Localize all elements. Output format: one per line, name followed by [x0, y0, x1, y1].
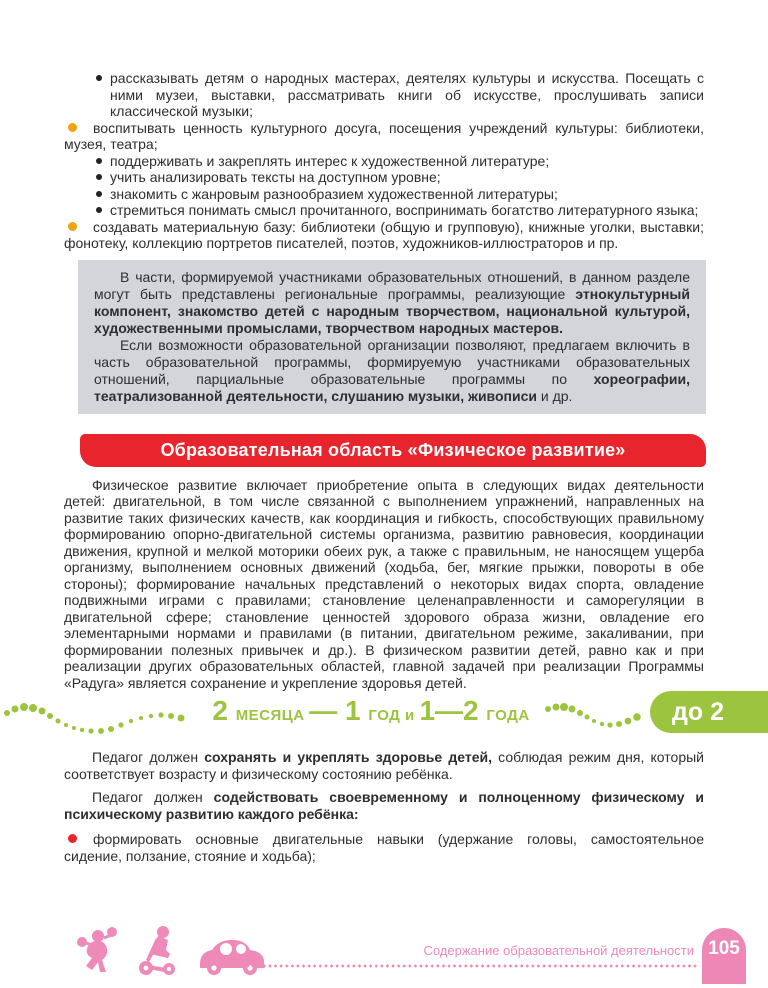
- age-range-header: [0, 695, 768, 743]
- footer-icons: [72, 924, 268, 976]
- dotted-wave-left-icon: [4, 703, 190, 737]
- list-item-text: учить анализировать тексты на доступном уровне;: [110, 169, 441, 185]
- age-tab-badge: до 2: [650, 691, 768, 733]
- list-item-text: поддерживать и закреплять интерес к художественной литературе;: [110, 152, 550, 169]
- bullet-icon: [68, 834, 77, 843]
- list-item: [64, 70, 704, 120]
- list-item: [64, 202, 704, 219]
- top-bullet-list: [0, 0, 768, 252]
- section-banner: [80, 434, 706, 467]
- car-icon: [196, 932, 268, 976]
- list-item-text: знакомить с жанровым разнообразием художественной литературы;: [110, 185, 558, 202]
- list-item-text: воспитывать ценность культурного досуга, посещения учреждений культуры: библиотеки, музея, театра;: [64, 119, 704, 152]
- bullet-icon: [96, 75, 102, 81]
- bullet-icon: [96, 207, 102, 213]
- list-item-text: рассказывать детям о народных мастерах, деятелях культуры и искусства. Посещать с ними музеи, выставки, рассматривать книги об искусстве, прослушивать записи классической музыки;: [110, 70, 704, 119]
- page-number-tab: [702, 928, 746, 984]
- list-item: [64, 153, 704, 170]
- dancer-icon: [72, 926, 120, 976]
- bullet-icon: [68, 123, 77, 132]
- bullet-icon: [96, 158, 102, 164]
- body-section: [0, 749, 768, 864]
- intro-paragraph: Физическое развитие включает приобретение опыта в следующих видах деятельности детей: двигательной, в том числе связанной с выполнением упражнений, направленных на развитие таких физических качеств, как координация и гибкость, способствующих правильному формированию опорно-двигательной системы организма, развитию равновесия, координации движения, крупной и мелкой моторики обеих рук, а также с правильным, не наносящем ущерба организму, выполнением основных движений (ходьба, бег, мягкие прыжки, повороты в обе стороны); формирование начальных представлений о некоторых видах спорта, овладение подвижными играми с правилами; становление целенаправленности и саморегуляции в двигательной сфере; становление ценностей здорового образа жизни, овладение его элементарными нормами и правилами (в питании, двигательном режиме, закаливании, при формировании полезных привычек и др.). В физическом развитии детей, равно как и при реализации других образовательных областей, главной задачей при реализации Программы «Радуга» является сохранение и укрепление здоровья детей.: [64, 476, 704, 691]
- bullet-icon: [96, 191, 102, 197]
- list-item-text: формировать основные двигательные навыки (удержание головы, самостоятельное сидение, ползание, стояние и ходьба);: [64, 831, 704, 864]
- regional-programs-note: [78, 260, 706, 414]
- page-number: 105: [708, 938, 740, 959]
- footer-dotted-line: [228, 964, 698, 968]
- list-item: [64, 169, 704, 186]
- graybox-wrap: [0, 260, 768, 414]
- age-range-title: 2 МЕСЯЦА — 1 ГОД и 1—2 ГОДА: [212, 695, 530, 726]
- intro-wrap: [0, 477, 768, 692]
- list-item: [64, 219, 704, 252]
- note-paragraph: Если возможности образовательной организации позволяют, предлагаем включить в часть образовательной программы, формируемую участниками образовательных отношений, парциальные образовательные программы по хореографии, театрализованной деятельности, слушанию музыки, живописи и др.: [94, 336, 690, 404]
- list-item: [64, 186, 704, 203]
- list-item-text: создавать материальную базу: библиотеки (общую и групповую), книжные уголки, выставки; фонотеку, коллекцию портретов писателей, поэтов, художников-иллюстраторов и пр.: [64, 218, 704, 251]
- page-footer: [0, 916, 768, 988]
- banner-wrap: [0, 434, 768, 467]
- scooter-icon: [136, 924, 180, 976]
- list-item: [64, 831, 704, 864]
- footer-section-title: Содержание образовательной деятельности: [423, 943, 694, 958]
- list-item-text: стремиться понимать смысл прочитанного, воспринимать богатство литературного языка;: [110, 202, 699, 218]
- bullet-icon: [68, 222, 77, 231]
- list-item: [64, 120, 704, 153]
- dotted-wave-right-icon: [544, 703, 644, 733]
- bullet-icon: [96, 174, 102, 180]
- body-paragraph: Педагог должен содействовать своевременному и полноценному физическому и психическому развитию каждого ребёнка:: [64, 789, 705, 822]
- section-banner-title: Образовательная область «Физическое развитие»: [160, 439, 626, 460]
- note-paragraph: В части, формируемой участниками образовательных отношений, в данном разделе могут быть представлены региональные программы, реализующие этнокультурный компонент, знакомство детей с народным творчеством, национальной культурой, художественными промыслами, творчеством народных мастеров.: [94, 268, 690, 336]
- body-paragraph: Педагог должен сохранять и укреплять здоровье детей, соблюдая режим дня, который соответствует возрасту и физическому состоянию ребёнка.: [64, 749, 705, 782]
